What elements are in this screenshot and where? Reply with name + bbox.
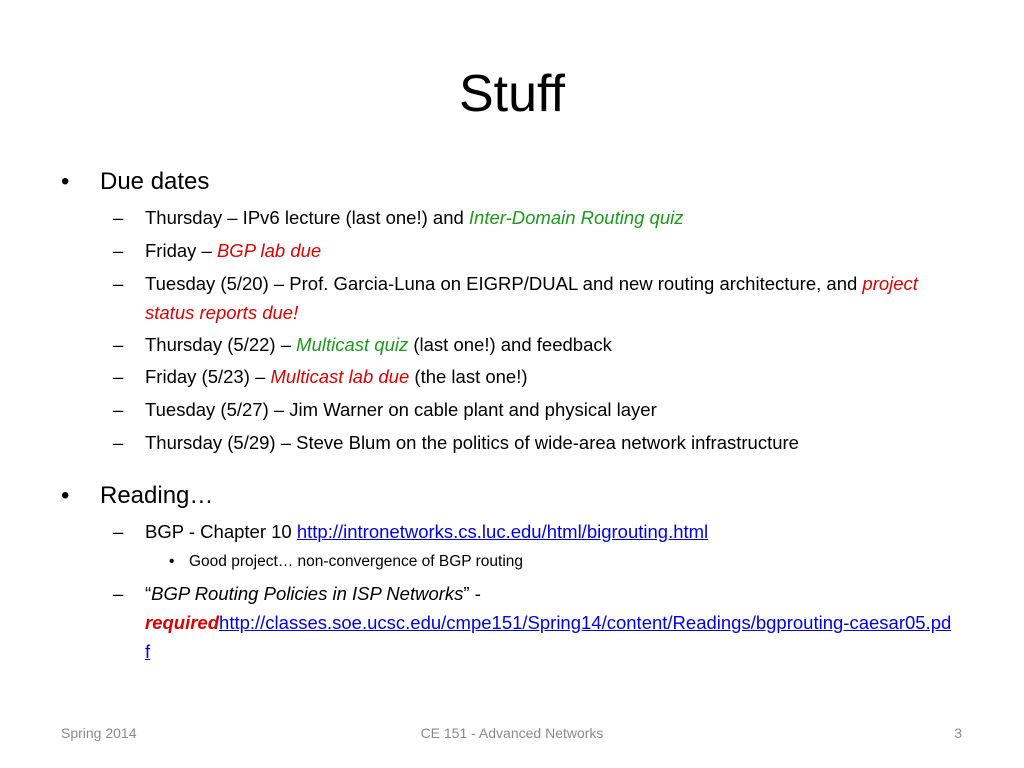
quote-close: ” - [463, 583, 481, 604]
bullet-dot: • [61, 168, 70, 195]
slide-title: Stuff [458, 65, 565, 123]
sub-bullet: • [169, 553, 175, 570]
item-text: BGP - Chapter 10 [145, 521, 297, 542]
paper-title: BGP Routing Policies in ISP Networks [151, 583, 464, 604]
highlight-green: Inter-Domain Routing quiz [468, 207, 684, 228]
item-text-tail: (the last one!) [409, 366, 528, 387]
dash: – [113, 432, 124, 453]
footer-date: Spring 2014 [61, 725, 137, 741]
footer-course: CE 151 - Advanced Networks [420, 725, 604, 741]
item-text: Tuesday (5/27) – Jim Warner on cable plant and physical layer [145, 399, 657, 420]
highlight-red: project status reports due! [145, 273, 918, 323]
item-text: Thursday – IPv6 lecture (last one!) and [145, 207, 469, 228]
intronetworks-link[interactable]: http://intronetworks.cs.luc.edu/html/bigrouting.html [296, 521, 709, 542]
dash: – [113, 334, 124, 355]
sub-item-text: Good project… non-convergence of BGP routing [189, 553, 524, 570]
dash: – [113, 399, 124, 420]
dash: – [113, 366, 124, 387]
item-text: Friday – [145, 240, 217, 261]
dash: – [113, 240, 124, 261]
highlight-red: BGP lab due [216, 240, 322, 261]
bgprouting-pdf-link[interactable]: http://classes.soe.ucsc.edu/cmpe151/Spring14/content/Readings/bgprouting-caesar05.pdf [145, 612, 952, 662]
dash: – [113, 583, 124, 604]
dash: – [113, 207, 124, 228]
highlight-green: Multicast quiz [296, 334, 409, 355]
quote-open: “ [145, 583, 152, 604]
item-text: Tuesday (5/20) – Prof. Garcia-Luna on EIGRP/DUAL and new routing architecture, and [145, 273, 863, 294]
item-text: Thursday (5/22) – [145, 334, 297, 355]
item-text: Friday (5/23) – [145, 366, 271, 387]
bullet-dot: • [61, 482, 70, 509]
required-label: required [145, 612, 220, 633]
dash: – [113, 273, 124, 294]
due-dates-heading: Due dates [100, 168, 210, 195]
item-text: Thursday (5/29) – Steve Blum on the politics of wide-area network infrastructure [145, 432, 799, 453]
reading-heading: Reading… [100, 482, 214, 509]
item-text-tail: (last one!) and feedback [408, 334, 612, 355]
dash: – [113, 521, 124, 542]
highlight-red: Multicast lab due [270, 366, 410, 387]
slide-number: 3 [954, 725, 962, 741]
